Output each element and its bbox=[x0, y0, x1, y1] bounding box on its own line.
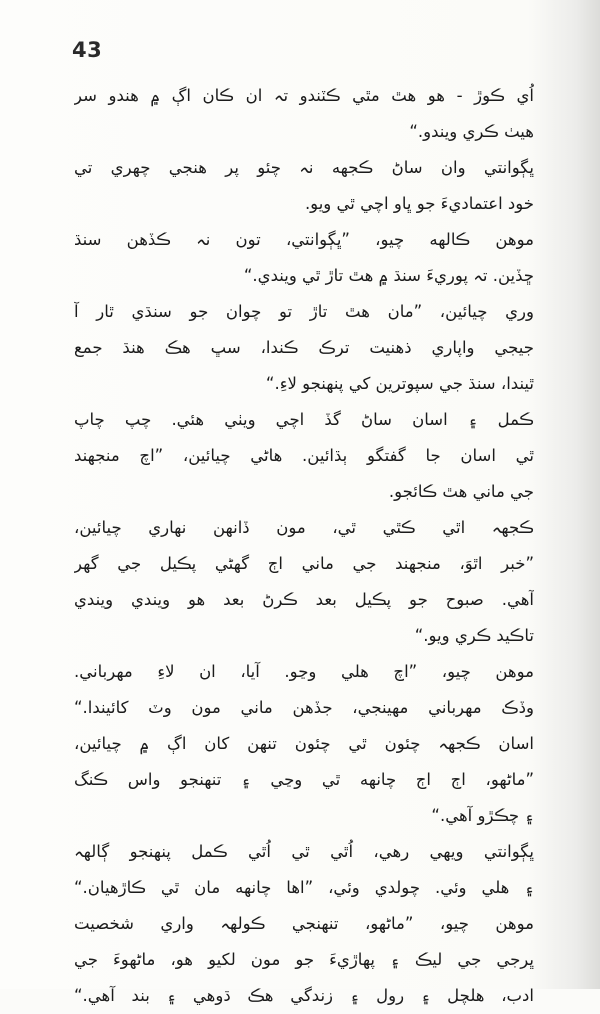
text-line: ”خبر اٿوَ، منجهند جي ماني اڄ گهڻي پڪيل جي گهر bbox=[74, 554, 534, 573]
text-line: موهن ڪالهه چيو، ”ڀڳوانتي، تون نہ ڪڏهن سنڌ bbox=[74, 230, 534, 249]
text-line: موهن چيو، ”ماڻهو، تنهنجي ڪولهہ واري شخصيت bbox=[74, 914, 534, 933]
text-line: ٿي اسان جا گفتگو ٻڌائين. هاڻي چيائين، ”اچ منجهند bbox=[74, 446, 534, 465]
text-line: ڀرجي جي ليڪ ۽ پهاڙيءَ جو مون لکيو هو، ماڻهوءَ جي bbox=[74, 950, 534, 969]
text-line: آهي. صبوح جو پڪيل بعد ڪرڻ بعد هو ويندي ويندي bbox=[74, 590, 534, 609]
text-line: ڀڳوانتي وان ساڻ ڪجهه نہ چئو پر هنجي چهري تي bbox=[74, 158, 534, 177]
text-line: موهن چيو، ”اچ هلي وڃو. آيا، ان لاءِ مهرباني. bbox=[74, 662, 534, 681]
text-line: هيٺ ڪري ويندو.“ bbox=[409, 122, 534, 141]
text-line: وڏڪ مهرباني مهينجي، جڏهن ماني مون وٽ کائيندا.“ bbox=[74, 698, 534, 717]
body-text bbox=[74, 78, 534, 1014]
text-line: ۽ چڪڙو آهي.“ bbox=[431, 806, 534, 825]
text-line: وري چيائين، ”مان هٿ تاڙ تو چوان جو سنڌي ٿار آ bbox=[74, 302, 534, 321]
text-line: ڇڏين. تہ پوريءَ سنڌ ۾ هٿ تاڙ ٿي ويندي.“ bbox=[243, 266, 534, 285]
text-line: ”ماڻهو، اڄ اڄ چانهه ٿي وڃي ۽ تنهنجو واس ڪنگ bbox=[74, 770, 534, 789]
text-line: اُي ڪوڙ - هو هٿ مٿي ڪٽندو تہ ان ڪان اڳ ۾ هندو سر bbox=[74, 86, 534, 105]
text-line: تاڪيد ڪري ويو.“ bbox=[414, 626, 534, 645]
text-line: خود اعتماديءَ جو ڀاو اچي ٿي ويو. bbox=[304, 194, 534, 213]
text-line: اسان ڪجهہ چئون ٿي چئون تنهن کان اڳ ۾ چيائين، bbox=[74, 734, 534, 753]
text-line: ڪمل ۽ اسان ساڻ گڏ اچي ويٺي هئي. چپ چاپ bbox=[74, 410, 534, 429]
text-line: ٿيندا، سنڌ جي سپوترين کي پنهنجو لاءِ.“ bbox=[265, 374, 534, 393]
page-number: 43 bbox=[72, 38, 103, 62]
text-line: جي ماني هٿ ڪائجو. bbox=[388, 482, 534, 501]
text-line: ڪجهہ اٿي ڪٿي ٿي، مون ڏانهن نهاري چيائين، bbox=[74, 518, 534, 537]
text-line: ۽ هلي وئي. چولدي وئي، ”اها چانهه مان ٿي ڪاڙهيان.“ bbox=[74, 878, 534, 897]
text-line: جيجي واپاري ذهنيت ترڪ ڪندا، سڀ هڪ هنڌ جمع bbox=[74, 338, 534, 357]
text-line: ادب، هلچل ۽ رول ۽ زندگي هڪ ڌوهي ۽ بند آهي.“ bbox=[74, 986, 534, 1005]
text-line: ڀڳوانتي ويهي رهي، اُٿي ٿي اُٿي ڪمل پنهنجو ڳالهہ bbox=[74, 842, 534, 861]
